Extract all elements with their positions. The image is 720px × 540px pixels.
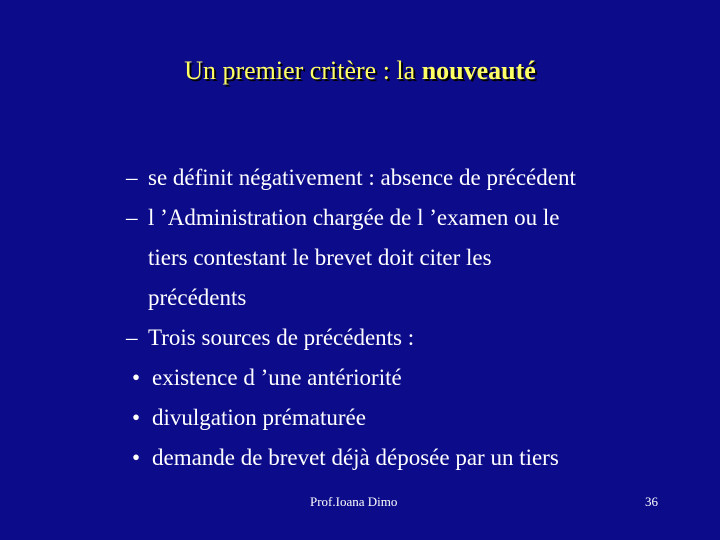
list-item-text: demande de brevet déjà déposée par un tiers xyxy=(152,445,559,470)
list-item-text: précédents xyxy=(148,285,247,310)
list-item xyxy=(126,198,560,238)
list-item-text: l ’Administration chargée de l ’examen ou le xyxy=(148,205,560,230)
list-item xyxy=(126,158,576,198)
dash-marker: – xyxy=(126,325,138,350)
list-item-text: se définit négativement : absence de précédent xyxy=(148,165,576,190)
page-number: 36 xyxy=(645,494,658,509)
slide-title xyxy=(0,56,720,86)
bullet-marker: • xyxy=(132,405,141,430)
dash-marker: – xyxy=(126,165,138,190)
dash-marker: – xyxy=(126,205,138,230)
sub-list-item xyxy=(132,358,402,398)
list-item-continuation xyxy=(148,278,246,318)
sub-list-item xyxy=(132,438,559,478)
list-item-text: Trois sources de précédents : xyxy=(148,325,415,350)
list-item-text: tiers contestant le brevet doit citer les xyxy=(148,245,492,270)
sub-list-item xyxy=(132,398,366,438)
list-item-text: divulgation prématurée xyxy=(152,405,366,430)
footer-author: Prof.Ioana Dimo xyxy=(310,494,398,509)
title-emphasis: nouveauté xyxy=(421,56,536,85)
bullet-marker: • xyxy=(132,365,141,390)
bullet-marker: • xyxy=(132,445,141,470)
title-prefix: Un premier critère : la xyxy=(184,56,422,85)
list-item-continuation xyxy=(148,238,492,278)
list-item-text: existence d ’une antériorité xyxy=(152,365,402,390)
list-item xyxy=(126,318,414,358)
